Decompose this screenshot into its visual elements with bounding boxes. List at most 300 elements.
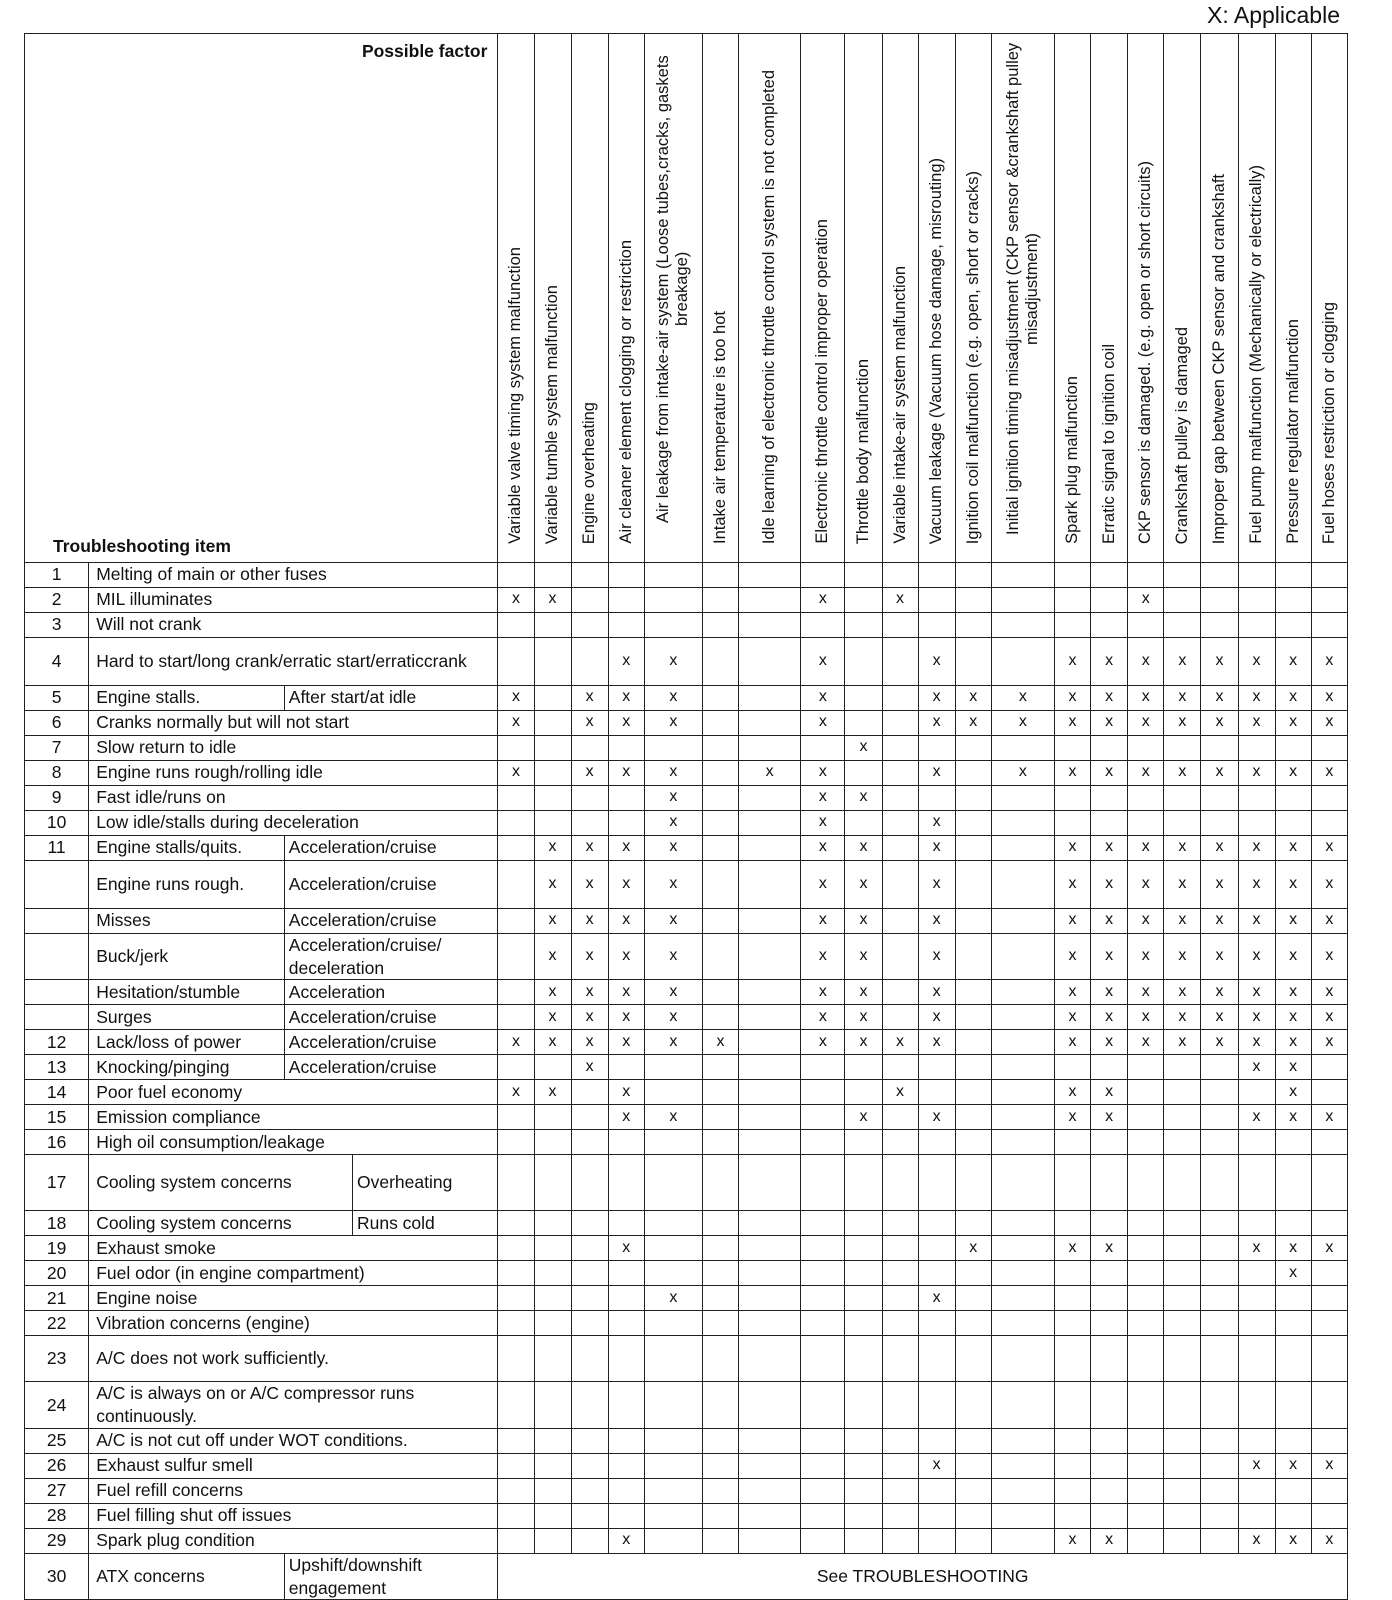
- applicability-cell: [608, 1428, 644, 1453]
- applicability-cell: x: [845, 908, 882, 933]
- applicability-cell: [1164, 1080, 1201, 1105]
- applicability-cell: [1128, 1382, 1164, 1429]
- table-row: [25, 612, 1348, 637]
- applicability-cell: x: [918, 1453, 955, 1478]
- applicability-cell: x: [918, 1005, 955, 1030]
- row-number: 10: [25, 810, 89, 835]
- factor-label: Variable intake-air system malfunction: [890, 266, 909, 544]
- applicability-cell: x: [1164, 860, 1201, 908]
- item-label: ATX concerns: [89, 1553, 285, 1600]
- applicability-cell: [739, 1478, 801, 1503]
- applicability-cell: [1054, 785, 1090, 810]
- table-row: [25, 1105, 1348, 1130]
- item-label: Buck/jerk: [89, 933, 285, 980]
- applicability-cell: [1128, 1311, 1164, 1336]
- applicability-cell: x: [1275, 980, 1311, 1005]
- applicability-cell: x: [1275, 685, 1311, 710]
- possible-factor-heading: Possible factor: [361, 41, 488, 61]
- applicability-cell: x: [1091, 710, 1128, 735]
- table-row: [25, 835, 1348, 860]
- applicability-cell: x: [1275, 1453, 1311, 1478]
- applicability-cell: [845, 1528, 882, 1553]
- row-number: [25, 933, 89, 980]
- applicability-cell: x: [1238, 980, 1275, 1005]
- applicability-cell: [991, 1030, 1054, 1055]
- applicability-cell: [1201, 1130, 1238, 1155]
- row-number: 24: [25, 1382, 89, 1429]
- applicability-cell: [702, 1503, 738, 1528]
- applicability-cell: x: [882, 587, 918, 612]
- applicability-cell: [801, 1261, 845, 1286]
- applicability-cell: [955, 860, 991, 908]
- applicability-cell: x: [845, 1030, 882, 1055]
- applicability-cell: [739, 1080, 801, 1105]
- applicability-cell: [608, 612, 644, 637]
- applicability-cell: [498, 980, 534, 1005]
- applicability-cell: [571, 562, 608, 587]
- row-number: 25: [25, 1428, 89, 1453]
- applicability-cell: [702, 562, 738, 587]
- factor-header: [498, 34, 534, 563]
- applicability-cell: [1238, 1211, 1275, 1236]
- applicability-cell: [644, 1382, 702, 1429]
- applicability-cell: [702, 1080, 738, 1105]
- applicability-cell: x: [1128, 760, 1164, 785]
- applicability-cell: [1091, 785, 1128, 810]
- factor-header: [1238, 34, 1275, 563]
- applicability-cell: [702, 760, 738, 785]
- applicability-cell: [534, 562, 571, 587]
- applicability-cell: [845, 1311, 882, 1336]
- applicability-cell: [882, 760, 918, 785]
- item-label: Low idle/stalls during deceleration: [89, 810, 498, 835]
- table-row: [25, 1382, 1348, 1429]
- applicability-cell: x: [1091, 1528, 1128, 1553]
- applicability-cell: [1164, 810, 1201, 835]
- applicability-cell: [882, 860, 918, 908]
- applicability-cell: [608, 785, 644, 810]
- factor-header: [1054, 34, 1090, 563]
- table-row: [25, 1236, 1348, 1261]
- applicability-cell: [991, 1336, 1054, 1382]
- troubleshooting-item-heading: Troubleshooting item: [53, 536, 231, 556]
- applicability-cell: [1054, 1503, 1090, 1528]
- applicability-cell: [801, 1236, 845, 1261]
- applicability-cell: [739, 1453, 801, 1478]
- applicability-cell: [882, 785, 918, 810]
- applicability-cell: [1164, 1428, 1201, 1453]
- applicability-cell: [498, 562, 534, 587]
- row-number: 9: [25, 785, 89, 810]
- applicability-cell: x: [1164, 1030, 1201, 1055]
- applicability-cell: x: [1054, 933, 1090, 980]
- applicability-cell: x: [1238, 835, 1275, 860]
- applicability-cell: x: [1311, 1105, 1347, 1130]
- applicability-cell: x: [1091, 1236, 1128, 1261]
- applicability-cell: [1054, 587, 1090, 612]
- applicability-cell: x: [644, 637, 702, 685]
- applicability-cell: [918, 1211, 955, 1236]
- applicability-cell: [1238, 612, 1275, 637]
- applicability-cell: x: [1054, 1236, 1090, 1261]
- applicability-cell: x: [918, 1105, 955, 1130]
- applicability-cell: [1201, 1428, 1238, 1453]
- applicability-cell: [498, 1528, 534, 1553]
- factor-header: [882, 34, 918, 563]
- applicability-cell: [991, 908, 1054, 933]
- applicability-cell: x: [498, 587, 534, 612]
- applicability-cell: [1128, 1453, 1164, 1478]
- applicability-cell: [882, 1453, 918, 1478]
- applicability-cell: x: [644, 710, 702, 735]
- applicability-cell: [882, 1236, 918, 1261]
- applicability-cell: x: [608, 835, 644, 860]
- applicability-cell: x: [918, 685, 955, 710]
- applicability-cell: [739, 637, 801, 685]
- applicability-cell: x: [991, 685, 1054, 710]
- applicability-cell: [608, 1503, 644, 1528]
- applicability-cell: x: [845, 1005, 882, 1030]
- applicability-cell: [1164, 1236, 1201, 1261]
- applicability-cell: [991, 735, 1054, 760]
- item-label: Fast idle/runs on: [89, 785, 498, 810]
- applicability-cell: [1128, 1105, 1164, 1130]
- applicability-cell: [955, 1503, 991, 1528]
- applicability-cell: [1091, 735, 1128, 760]
- applicability-cell: [571, 637, 608, 685]
- applicability-cell: [739, 1155, 801, 1211]
- applicability-cell: [882, 1005, 918, 1030]
- applicability-cell: [1311, 1503, 1347, 1528]
- applicability-cell: [1238, 810, 1275, 835]
- item-label: A/C is always on or A/C compressor runs continuously.: [89, 1382, 498, 1429]
- applicability-cell: x: [571, 710, 608, 735]
- table-row: [25, 1528, 1348, 1553]
- applicability-cell: [702, 1428, 738, 1453]
- applicability-cell: [608, 587, 644, 612]
- applicability-cell: x: [498, 685, 534, 710]
- applicability-cell: x: [1275, 637, 1311, 685]
- applicability-cell: [644, 735, 702, 760]
- applicability-cell: [498, 1211, 534, 1236]
- applicability-cell: x: [644, 933, 702, 980]
- applicability-cell: [571, 612, 608, 637]
- applicability-cell: [739, 1428, 801, 1453]
- item-label: High oil consumption/leakage: [89, 1130, 498, 1155]
- factor-header: [1201, 34, 1238, 563]
- applicability-cell: [739, 1055, 801, 1080]
- applicability-cell: [1128, 1130, 1164, 1155]
- applicability-cell: x: [1091, 1105, 1128, 1130]
- applicability-cell: [1054, 1453, 1090, 1478]
- applicability-cell: [991, 1236, 1054, 1261]
- applicability-cell: [1054, 1261, 1090, 1286]
- applicability-cell: [845, 1155, 882, 1211]
- applicability-cell: [498, 1005, 534, 1030]
- applicability-cell: [1311, 1311, 1347, 1336]
- applicability-cell: [1275, 1478, 1311, 1503]
- applicability-cell: [918, 1336, 955, 1382]
- applicability-cell: x: [534, 587, 571, 612]
- applicability-cell: [991, 810, 1054, 835]
- applicability-cell: [1201, 1105, 1238, 1130]
- applicability-cell: [1091, 1428, 1128, 1453]
- applicability-cell: [1091, 1155, 1128, 1211]
- applicability-cell: [1311, 1382, 1347, 1429]
- applicability-cell: [644, 1453, 702, 1478]
- applicability-cell: [534, 1211, 571, 1236]
- applicability-cell: x: [1311, 1528, 1347, 1553]
- applicability-cell: x: [534, 933, 571, 980]
- applicability-cell: [882, 1336, 918, 1382]
- applicability-cell: [702, 933, 738, 980]
- applicability-cell: [882, 908, 918, 933]
- applicability-cell: [571, 1428, 608, 1453]
- applicability-cell: x: [571, 860, 608, 908]
- applicability-cell: [571, 1503, 608, 1528]
- applicability-cell: [1054, 1211, 1090, 1236]
- applicability-cell: [1201, 587, 1238, 612]
- applicability-cell: [739, 1336, 801, 1382]
- applicability-cell: [571, 1130, 608, 1155]
- applicability-cell: [498, 860, 534, 908]
- applicability-cell: x: [1238, 860, 1275, 908]
- applicability-cell: x: [644, 785, 702, 810]
- table-row: [25, 1453, 1348, 1478]
- table-row: [25, 1286, 1348, 1311]
- applicability-cell: [644, 1528, 702, 1553]
- applicability-cell: [608, 1478, 644, 1503]
- applicability-cell: [1238, 1080, 1275, 1105]
- applicability-cell: [1164, 1528, 1201, 1553]
- applicability-cell: [1054, 1286, 1090, 1311]
- applicability-cell: [845, 1453, 882, 1478]
- applicability-cell: [702, 710, 738, 735]
- applicability-cell: [955, 835, 991, 860]
- applicability-cell: [845, 1080, 882, 1105]
- applicability-cell: [1311, 735, 1347, 760]
- applicability-cell: [918, 562, 955, 587]
- applicability-cell: [1275, 1155, 1311, 1211]
- applicability-cell: x: [1164, 908, 1201, 933]
- applicability-cell: [1275, 1503, 1311, 1528]
- applicability-cell: [1164, 612, 1201, 637]
- applicability-cell: [1054, 735, 1090, 760]
- applicability-cell: x: [1311, 1005, 1347, 1030]
- row-number: 29: [25, 1528, 89, 1553]
- applicability-cell: [801, 1336, 845, 1382]
- applicability-cell: x: [1275, 760, 1311, 785]
- applicability-cell: x: [918, 710, 955, 735]
- applicability-cell: [882, 710, 918, 735]
- applicability-cell: x: [498, 710, 534, 735]
- applicability-cell: [702, 1311, 738, 1336]
- applicability-cell: [1238, 1261, 1275, 1286]
- applicability-cell: [1164, 735, 1201, 760]
- applicability-cell: [1091, 1055, 1128, 1080]
- applicability-cell: [845, 760, 882, 785]
- applicability-cell: x: [801, 685, 845, 710]
- applicability-cell: [1091, 1382, 1128, 1429]
- applicability-cell: [845, 1130, 882, 1155]
- factor-header: [571, 34, 608, 563]
- applicability-cell: x: [1311, 933, 1347, 980]
- applicability-cell: x: [1164, 760, 1201, 785]
- applicability-cell: [882, 685, 918, 710]
- applicability-cell: [1238, 587, 1275, 612]
- applicability-cell: x: [1091, 908, 1128, 933]
- applicability-cell: x: [801, 1030, 845, 1055]
- applicability-cell: [498, 1155, 534, 1211]
- factor-label: Ignition coil malfunction (e.g. open, short or cracks): [963, 170, 982, 544]
- applicability-cell: [1091, 1211, 1128, 1236]
- applicability-cell: x: [534, 860, 571, 908]
- applicability-cell: [571, 1080, 608, 1105]
- applicability-cell: x: [1311, 1453, 1347, 1478]
- condition-label: Upshift/downshift engagement: [284, 1553, 498, 1600]
- applicability-cell: [801, 735, 845, 760]
- applicability-cell: [882, 1130, 918, 1155]
- applicability-cell: [955, 933, 991, 980]
- applicability-cell: [534, 760, 571, 785]
- row-number: 3: [25, 612, 89, 637]
- item-label: Knocking/pinging: [89, 1055, 285, 1080]
- applicability-cell: [1275, 1211, 1311, 1236]
- applicability-cell: [1275, 1311, 1311, 1336]
- applicability-cell: [1054, 1155, 1090, 1211]
- applicability-cell: [739, 980, 801, 1005]
- applicability-cell: x: [1201, 1005, 1238, 1030]
- factor-label: Pressure regulator malfunction: [1283, 319, 1302, 544]
- applicability-cell: x: [845, 933, 882, 980]
- applicability-cell: x: [644, 1105, 702, 1130]
- applicability-cell: [991, 1382, 1054, 1429]
- applicability-cell: [571, 810, 608, 835]
- item-label: Engine noise: [89, 1286, 498, 1311]
- applicability-cell: [955, 785, 991, 810]
- applicability-cell: [955, 1311, 991, 1336]
- applicability-cell: [882, 1503, 918, 1528]
- applicability-cell: [498, 637, 534, 685]
- applicability-cell: [955, 587, 991, 612]
- item-label: Exhaust smoke: [89, 1236, 498, 1261]
- applicability-cell: x: [1311, 685, 1347, 710]
- applicability-cell: x: [1275, 710, 1311, 735]
- applicability-cell: x: [608, 760, 644, 785]
- applicability-cell: [991, 1286, 1054, 1311]
- applicability-cell: [739, 735, 801, 760]
- applicability-cell: [1311, 785, 1347, 810]
- applicability-cell: [702, 587, 738, 612]
- applicability-cell: [571, 1453, 608, 1478]
- applicability-cell: [845, 562, 882, 587]
- applicability-cell: x: [1164, 710, 1201, 735]
- applicability-cell: x: [801, 860, 845, 908]
- applicability-cell: x: [1238, 1005, 1275, 1030]
- applicability-cell: [801, 612, 845, 637]
- applicability-cell: [1238, 785, 1275, 810]
- applicability-cell: [1091, 1261, 1128, 1286]
- applicability-cell: [1201, 1055, 1238, 1080]
- applicability-cell: [918, 1261, 955, 1286]
- applicability-cell: [955, 562, 991, 587]
- applicability-cell: [702, 1336, 738, 1382]
- applicability-cell: x: [1238, 685, 1275, 710]
- applicability-cell: [801, 1211, 845, 1236]
- table-row: [25, 1336, 1348, 1382]
- factor-header: [739, 34, 801, 563]
- applicability-cell: [534, 810, 571, 835]
- applicability-cell: [498, 1428, 534, 1453]
- row-number: 28: [25, 1503, 89, 1528]
- applicability-cell: [644, 1428, 702, 1453]
- applicability-cell: x: [1201, 685, 1238, 710]
- applicability-cell: [644, 1055, 702, 1080]
- applicability-cell: x: [644, 908, 702, 933]
- applicability-cell: x: [1054, 760, 1090, 785]
- applicability-cell: [801, 1130, 845, 1155]
- applicability-cell: [534, 1453, 571, 1478]
- applicability-cell: x: [608, 1528, 644, 1553]
- applicability-cell: [801, 1478, 845, 1503]
- applicability-cell: x: [1275, 933, 1311, 980]
- row-number: 22: [25, 1311, 89, 1336]
- applicability-cell: [702, 860, 738, 908]
- applicability-cell: [739, 1130, 801, 1155]
- factor-label: Fuel hoses restriction or clogging: [1319, 301, 1338, 544]
- applicability-cell: [1311, 612, 1347, 637]
- applicability-cell: x: [845, 860, 882, 908]
- applicability-cell: [991, 1105, 1054, 1130]
- applicability-cell: [739, 1528, 801, 1553]
- applicability-cell: [1164, 1155, 1201, 1211]
- row-number: [25, 860, 89, 908]
- applicability-cell: x: [801, 835, 845, 860]
- applicability-cell: [534, 1503, 571, 1528]
- applicability-cell: [845, 1336, 882, 1382]
- applicability-cell: [702, 735, 738, 760]
- applicability-cell: [1128, 1080, 1164, 1105]
- applicability-cell: [845, 1382, 882, 1429]
- applicability-cell: x: [1091, 1005, 1128, 1030]
- applicability-cell: x: [1128, 835, 1164, 860]
- applicability-cell: x: [608, 710, 644, 735]
- applicability-cell: x: [1201, 908, 1238, 933]
- applicability-cell: [918, 785, 955, 810]
- applicability-cell: [1275, 1286, 1311, 1311]
- factor-header: [991, 34, 1054, 563]
- applicability-cell: [739, 785, 801, 810]
- applicability-cell: [918, 1478, 955, 1503]
- applicability-cell: [739, 1382, 801, 1429]
- applicability-cell: [702, 685, 738, 710]
- applicability-cell: [1128, 1211, 1164, 1236]
- factor-label: Air leakage from intake-air system (Loose tubes,cracks, gaskets breakage): [654, 55, 692, 523]
- applicability-cell: [1164, 1211, 1201, 1236]
- applicability-cell: x: [498, 1080, 534, 1105]
- applicability-cell: [702, 637, 738, 685]
- applicability-cell: x: [739, 760, 801, 785]
- applicability-cell: [991, 980, 1054, 1005]
- applicability-cell: x: [1275, 860, 1311, 908]
- applicability-cell: [1201, 735, 1238, 760]
- applicability-cell: [801, 1286, 845, 1311]
- applicability-cell: x: [1311, 980, 1347, 1005]
- item-label: Misses: [89, 908, 285, 933]
- applicability-cell: [608, 810, 644, 835]
- applicability-cell: x: [991, 710, 1054, 735]
- item-label: Spark plug condition: [89, 1528, 498, 1553]
